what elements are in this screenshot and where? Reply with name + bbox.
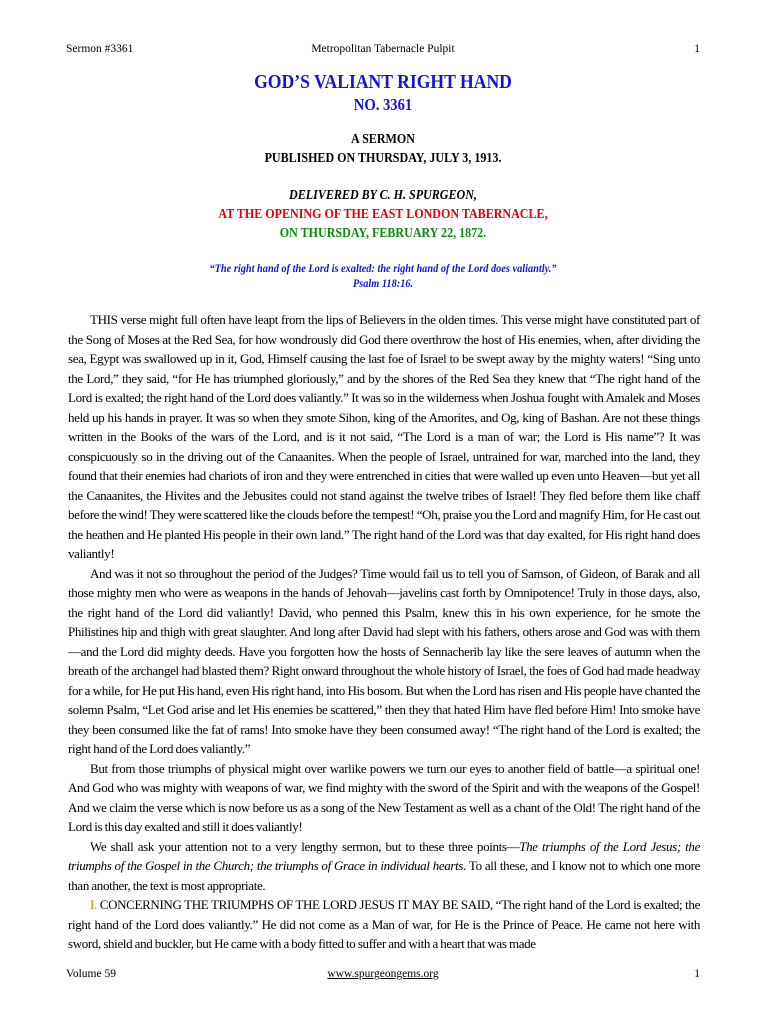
- paragraph-text: We shall ask your attention not to a very lengthy sermon, but to these three points—: [90, 838, 520, 854]
- subtitle-line-1: A SERMON: [351, 132, 415, 147]
- paragraph-text: CONCERNING THE TRIUMPHS OF THE LORD JESUS IT MAY BE SAID, “The right hand of the Lord is exalted; the right hand of the Lord does valiantly.” He did not come as a Man of war, for He is the Prince of Peace. He came not here with sword, shield and buckler, but He came with a body fitted to suffer and with a heart that was made: [68, 897, 700, 951]
- scripture-quote: “The right hand of the Lord is exalted: the right hand of the Lord does valiantly.”: [209, 261, 557, 275]
- scripture-text: [110, 261, 655, 291]
- paragraph-text: . To all these, and I know not to which one more than another, the text is most appropriate.: [68, 858, 700, 893]
- delivered-by: DELIVERED BY C. H. SPURGEON,: [289, 188, 477, 203]
- volume-footer: Volume 59: [66, 968, 116, 980]
- title-block: [66, 70, 700, 291]
- subtitle-line-2: PUBLISHED ON THURSDAY, JULY 3, 1913.: [264, 151, 502, 166]
- delivery-date: ON THURSDAY, FEBRUARY 22, 1872.: [279, 226, 487, 241]
- section-numeral: I.: [90, 897, 97, 912]
- sermon-number: NO. 3361: [353, 95, 413, 114]
- occasion-line: AT THE OPENING OF THE EAST LONDON TABERNACLE,: [218, 207, 548, 222]
- sermon-body: [68, 310, 700, 954]
- page-number-header: 1: [694, 43, 700, 55]
- scripture-reference: Psalm 118:16.: [352, 276, 414, 290]
- running-footer: [66, 966, 700, 982]
- paragraph: But from those triumphs of physical might over warlike powers we turn our eyes to another field of battle—a spiritual one! And God who was mighty with weapons of war, we find mighty with the sword of the Spirit and with the weapons of the Gospel! And we claim the verse which is now before us as a song of the New Testament as well as a chant of the Old! The right hand of the Lord is this day exalted and still it does valiantly!: [68, 760, 700, 834]
- page-number-footer: 1: [694, 968, 700, 980]
- three-points-emphasis: The triumphs of the Lord Jesus; the triumphs of the Gospel in the Church; the triumphs of Grace in individual hearts: [68, 838, 700, 873]
- paragraph: [68, 837, 700, 896]
- sermon-subtitle: [110, 130, 655, 168]
- sermon-title: GOD’S VALIANT RIGHT HAND: [254, 71, 512, 93]
- running-header: [66, 41, 700, 57]
- publication-name-header: Metropolitan Tabernacle Pulpit: [311, 43, 455, 55]
- paragraph: [68, 895, 700, 954]
- paragraph: THIS verse might full often have leapt from the lips of Believers in the olden times. This verse might have constituted part of the Song of Moses at the Red Sea, for how wondrously did God there overthrow the host of His enemies, when, after dividing the sea, Egypt was swallowed up in it, God, Himself causing the last foe of Israel to be swept away by the mighty waters! “Sing unto the Lord,” they said, “for He has triumphed gloriously,” and by the shores of the Red Sea they knew that “The right hand of the Lord is exalted; the right hand of the Lord does valiantly.” It was so in the wilderness when Joshua fought with Amalek and Moses held up his hands in prayer. It was so when they smote Sihon, king of the Amorites, and Og, king of Bashan. Are not these things written in the Books of the wars of the Lord, and is it not said, “The Lord is a man of war; the Lord is His name”? It was conspicuously so in the driving out of the Canaanites. When the people of Israel, untrained for war, marched into the land, they found that their enemies had chariots of iron and they were entrenched in cities that were walled up even unto Heaven—but yet all the Canaanites, the Hivites and the Jebusites could not stand against the twelve tribes of Israel! They fled before them like chaff before the wind! They were scattered like the clouds before the tempest! “Oh, praise you the Lord and magnify Him, for He cast out the heathen and He planted His people in their own land.” The right hand of the Lord was that day exalted, for His right hand does valiantly!: [68, 312, 700, 561]
- website-footer: [66, 966, 700, 982]
- website-link[interactable]: www.spurgeongems.org: [327, 968, 439, 980]
- paragraph: And was it not so throughout the period of the Judges? Time would fail us to tell you of Samson, of Gideon, of Barak and all those mighty men who were as weapons in the hands of Jehovah—javelins cast forth by Omnipotence! Truly in those days, also, the right hand of the Lord did valiantly! David, who penned this Psalm, knew this in his own experience, for he smote the Philistines hip and thigh with great slaughter. And long after David had slept with his fathers, others arose and God was with them—and the Lord did mighty deeds. Have you forgotten how the hosts of Sennacherib lay like the sere leaves of autumn when the breath of the archangel had blasted them? Right onward throughout the whole history of Israel, the foes of God had made headway for a while, for He put His hand, even His right hand, into His bosom. But when the Lord has risen and His people have chanted the solemn Psalm, “Let God arise and let His enemies be scattered,” then they that hated Him have fled before Him! Into smoke have they been consumed like the fat of rams! Into smoke have they been consumed away! “The right hand of the Lord is exalted; the right hand of the Lord does valiantly.”: [68, 565, 700, 756]
- sermon-number-header: Sermon #3361: [66, 43, 134, 55]
